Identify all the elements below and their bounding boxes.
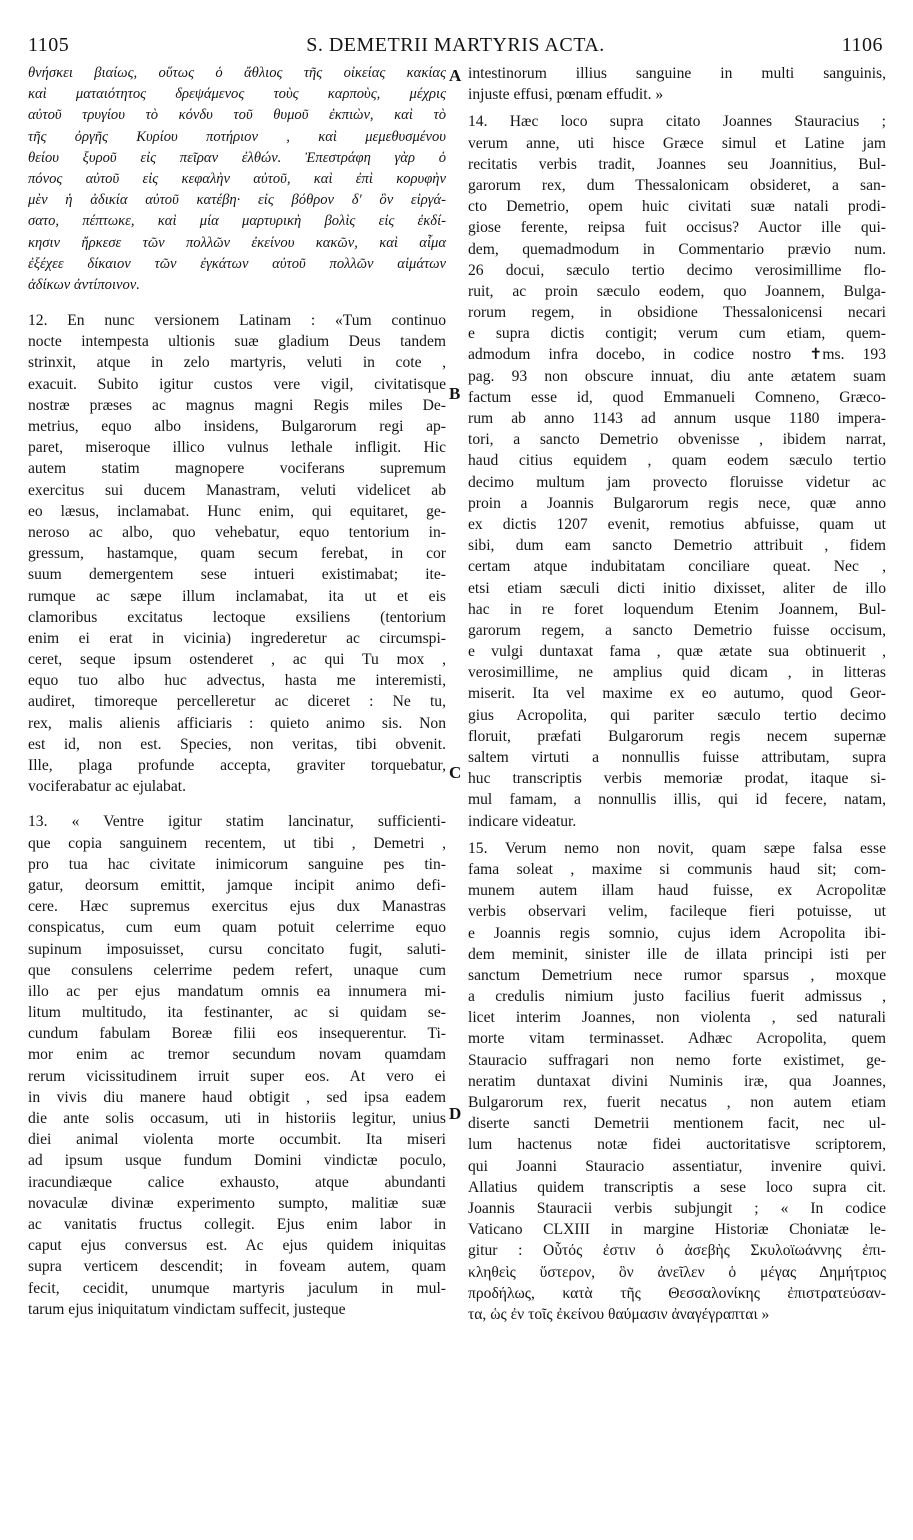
text-line: clamoribus excitatus lectoque exsiliens (tentorium (28, 608, 446, 626)
text-line: giose ferente, reipsa fuit occisus? Auctor ille qui- (468, 219, 886, 237)
text-line: equo tuo albo huc advectus, hasta me interemisti, (28, 672, 446, 690)
text-line: supinum imposuisset, cursu concitato fugit, saluti- (28, 940, 446, 958)
text-line: munem autem illam haud fuisse, ex Acropolitæ (468, 882, 886, 900)
text-line: eo læsus, inclamabat. Hunc enim, qui equitaret, ge- (28, 502, 446, 520)
text-line: strinxit, atque in zelo martyris, veluti in cote , (28, 354, 446, 372)
text-line: verosimillime, ne amplius quid dicam , in litteras (468, 664, 886, 682)
text-line: est id, non est. Species, non veritas, tibi obvenit. (28, 735, 446, 753)
margin-marker-d: D (449, 1104, 462, 1123)
text-line: ruit, ac proin sæculo eodem, quo Joannem, Bulga- (468, 282, 886, 300)
text-line: in vivis diu manere haud obtigit , sed ipsa eadem (28, 1088, 446, 1106)
left-column (28, 63, 446, 1320)
text-line: gitur : Οὗτός ἐστιν ὁ ἀσεβὴς Σκυλοϊωάννης ἐπι- (468, 1242, 886, 1260)
text-line: factum esse id, quod Emmanueli Comneno, Græco- (468, 388, 886, 406)
text-line: admodum infra docebo, in codice nostro ✝ms. 193 (468, 346, 886, 364)
right-column (468, 63, 886, 1325)
greek-passage (28, 63, 446, 296)
text-line: tori, a sancto Demetrio obvenisse , ibidem narrat, (468, 431, 886, 449)
page-number-left: 1105 (28, 34, 70, 56)
text-line: θείου ξυροῦ εἰς πεῖραν ἐλθών. Ἐπεστράφη γὰρ ὁ (28, 149, 446, 166)
text-line: certam atque indubitatam conciliare queat. Nec , (468, 558, 886, 576)
text-line: iracundiæque calice exhausto, atque abundanti (28, 1173, 446, 1191)
text-line: exacuit. Subito igitur custos vere vigil, civitatisque (28, 375, 446, 393)
text-line: qui Joanni Stauracio assentiatur, invenire quivi. (468, 1157, 886, 1175)
text-line: gatur, deorsum emittit, jamque incipit animo defi- (28, 876, 446, 894)
text-line: proin a Joannis Bulgarorum regis nece, quæ anno (468, 494, 886, 512)
text-line: que consulens celerrime pedem refert, unaque cum (28, 961, 446, 979)
text-line: recitatis verbis tradit, Joannes seu Joannitius, Bul- (468, 155, 886, 173)
paragraph-14 (468, 111, 886, 831)
text-line: garorum rex, dum Thessalonicam obsideret, a san- (468, 176, 886, 194)
text-line: rum ab anno 1143 ad annum usque 1180 impera- (468, 410, 886, 427)
text-line: 26 docui, sæculo tertio decimo verosimillime flo- (468, 261, 886, 279)
text-line: pro tua hac civitate inimicorum sanguine pes tin- (28, 855, 446, 873)
text-line: ad ipsum usque fundum Domini vindictæ poculo, (28, 1152, 446, 1170)
text-line: e vulgi duntaxat fama , quæ ætate sua obtinuerit , (468, 643, 886, 661)
text-line: verum anne, uti hisce Græce simul et Latine jam (468, 134, 886, 152)
text-line: mor enim ac tremor secundum novam quamdam (28, 1046, 446, 1064)
text-line: 15. Verum nemo non novit, quam sæpe falsa esse (468, 839, 886, 857)
text-line: e Joannis regis somnio, cujus idem Acropolita ibi- (468, 924, 886, 942)
text-line: huc transcriptis verbis memoriæ prodat, itaque si- (468, 770, 886, 788)
text-line: προδήλως, κατὰ τῆς Θεσσαλονίκης ἐπιστρατεύσαν- (468, 1284, 886, 1302)
text-line: floruit, præfati Bulgarorum regis necem supernæ (468, 727, 886, 745)
text-line: dem, quemadmodum in Commentario prævio num. (468, 240, 886, 258)
text-line: καὶ ματαιότητος δρεψάμενος τοὺς καρποὺς, μέχρις (28, 86, 446, 103)
text-line: gius Acropolita, qui pariter sæculo tertio decimo (468, 706, 886, 724)
text-line: Bulgarorum rex, fuerit necatus , non autem etiam (468, 1094, 886, 1111)
text-line: gressum, hastamque, quam secum ferebat, in cor (28, 545, 446, 563)
text-line: θνήσκει βιαίως, οὕτως ὁ ἄθλιος τῆς οἰκείας κακίας (28, 65, 446, 81)
text-line: cto Demetrio, opem huic civitati suæ natali prodi- (468, 198, 886, 216)
margin-marker-a: A (449, 66, 462, 85)
text-line: autem statim magnopere vociferans supremum (28, 460, 446, 478)
text-line: τα, ὡς ἐν τοῖς ἐκείνου θαύμασιν ἀναγέγραπται » (468, 1305, 770, 1323)
text-line: Stauracio suffragari non nemo forte existimet, ge- (468, 1051, 886, 1069)
text-line: πόνος αὐτοῦ εἰς κεφαλὴν αὐτοῦ, καὶ ἐπὶ κορυφὴν (28, 170, 446, 187)
text-line: 12. En nunc versionem Latinam : «Tum continuo (28, 312, 446, 330)
paragraph-15 (468, 838, 886, 1325)
text-line: αὐτοῦ τρυγίου τὸ κόνδυ τοῦ θυμοῦ ἐκπιὼν, καὶ τὸ (28, 107, 446, 124)
running-header (28, 34, 883, 60)
text-line: a credulis nimium justo facilius fuerit admissus , (468, 988, 886, 1006)
text-line: indicare videatur. (468, 812, 577, 830)
text-line: κησιν ἤρκεσε τῶν πολλῶν ἐκείνου κακῶν, καὶ αἷμα (28, 234, 446, 251)
text-line: litum multitudo, ita festinanter, ac si quidam se- (28, 1004, 446, 1022)
text-line: suum demergentem sese intueri existimabat; ite- (28, 566, 446, 584)
text-line: supra verticem descendit; in foveam autem, quam (28, 1258, 446, 1276)
text-line: fama soleat , maxime si communis haud sit; com- (468, 860, 886, 878)
text-line: Vaticano CLXIII in margine Historiæ Choniatæ le- (468, 1221, 886, 1239)
text-line: rex, malis alienis afficiaris : quieto animo sis. Non (28, 714, 446, 732)
text-line: 14. Hæc loco supra citato Joannes Stauracius ; (468, 113, 886, 131)
text-line: μὲν ἡ ἀδικία αὐτοῦ κατέβη· εἰς βόθρον δ' ὃν εἰργά- (28, 192, 446, 209)
text-line: Allatius quidem transcriptis a sese loco supra cit. (468, 1178, 886, 1196)
text-line: que copia sanguinem recentem, ut tibi , Demetri , (28, 834, 446, 852)
text-line: sanctum Demetrium nece rumor sparsus , moxque (468, 966, 886, 984)
text-line: ἐξέχεε δίκαιον τῶν ἐγκάτων αὐτοῦ πολλῶν αἱμάτων (28, 255, 446, 272)
text-line: conspicatus, cum eum quam potuit celerrime equo (28, 919, 446, 937)
text-line: pag. 93 non obscure innuat, diu ante ætatem suam (468, 367, 886, 385)
text-line: miserit. Ita vel maxime ex eo autumo, quod Geor- (468, 685, 886, 703)
text-line: audiret, timoreque percelleretur ac diceret : Ne tu, (28, 693, 446, 711)
text-line: rumque ac sæpe illum inclamabat, ita ut et eis (28, 587, 446, 605)
paragraph-13 (28, 811, 446, 1320)
text-line: diei animal violenta morte occumbit. Ita miseri (28, 1131, 446, 1149)
text-line: hac in re foret loquendum Etenim Joannem, Bul- (468, 600, 886, 618)
text-line: exercitus sui ducem Manastram, veluti videlicet ab (28, 481, 446, 499)
text-line: licet interim Joannes, non violenta , sed naturali (468, 1009, 886, 1027)
text-line: Ille, plaga profunde accepta, graviter torquebatur, (28, 757, 446, 774)
text-line: diserte sancti Demetrii mentionem facit, nec ul- (468, 1115, 886, 1133)
text-line: morte vitam terminasset. Adhæc Acropolita, quem (468, 1030, 886, 1048)
text-line: verbis observari velim, facileque fieri potuisse, ut (468, 903, 886, 921)
text-line: e supra dictis contigit; verum cum etiam, quem- (468, 325, 886, 343)
text-line: lum hactenus notæ fidei auctoritatisve scriptorem, (468, 1136, 886, 1154)
margin-marker-c: C (449, 763, 462, 782)
text-line: metrius, equo albo insidens, Bulgarorum regi ap- (28, 418, 446, 435)
text-line: etsi etiam sæculi dicti initio dixisset, aliter de illo (468, 579, 886, 597)
text-line: paret, miseroque illico vulnus lethale infligit. Hic (28, 439, 446, 457)
text-line: τῆς ὀργῆς Κυρίου ποτήριον , καὶ μεμεθυσμένου (28, 128, 446, 145)
text-line: cundum fabulam Boreæ filii eos insequerentur. Ti- (28, 1025, 446, 1043)
intro-continuation (468, 63, 886, 105)
text-line: rorum regem, in obsidione Thessalonicensi necari (468, 304, 886, 322)
text-line: tarum ejus iniquitatum vindictam suffecit, justeque (28, 1300, 346, 1318)
text-line: neroso ac albo, quo vehebatur, equo tentorium in- (28, 523, 446, 541)
text-line: injuste effusi, pœnam effudit. » (468, 86, 664, 104)
text-line: ἀδίκων ἀντίποινον. (28, 276, 140, 293)
text-line: mul famam, a nonnullis illis, qui id fecere, natam, (468, 791, 886, 809)
text-line: saltem virtuti a nonnullis fuisse attributam, supra (468, 749, 886, 766)
text-line: enim ei erat in vicinia) ingrederetur ac circumspi- (28, 629, 446, 647)
text-line: ex dictis 1207 evenit, remotius abfuisse, quam ut (468, 515, 886, 533)
text-line: 13. « Ventre igitur statim lancinatur, sufficienti- (28, 813, 446, 831)
margin-marker-b: B (449, 384, 461, 403)
text-line: rerum vicissitudinem irruit super eos. At vero ei (28, 1067, 446, 1085)
text-line: haud citius equidem , quam eodem sæculo tertio (468, 452, 886, 470)
text-line: cere. Hæc supremus exercitus ejus dux Manastras (28, 898, 446, 916)
text-line: neratim duntaxat divini Numinis iræ, qua Joannes, (468, 1072, 886, 1090)
text-line: Joannis Stauracii verbis subjungit ; « In codice (468, 1199, 886, 1217)
paragraph-12 (28, 310, 446, 797)
text-line: σατο, πέπτωκε, καὶ μία μαρτυρικὴ βολὶς εἰς ἐκδί- (28, 213, 446, 230)
text-line: κληθεὶς ὕστερον, ὃν ἀνεῖλεν ὁ μέγας Δημήτριος (468, 1263, 886, 1281)
page-number-right: 1106 (841, 34, 883, 56)
text-line: novaculæ divinæ experimento sumpto, malitiæ suæ (28, 1194, 446, 1212)
text-line: ac vanitatis fructus collegit. Ejus enim labor in (28, 1215, 446, 1233)
text-line: illo ac per ejus mandatum omnis ea innumera mi- (28, 982, 446, 1000)
text-line: decimo multum jam provecto floruisse videtur ac (468, 473, 886, 491)
text-line: nocte intempesta ultionis suæ gladium Deus tandem (28, 333, 446, 351)
text-line: caput ejus conversus est. Ac ejus quidem iniquitas (28, 1237, 446, 1255)
running-title: S. DEMETRII MARTYRIS ACTA. (306, 34, 605, 56)
text-line: sibi, dum eam sancto Demetrio attribuit , fidem (468, 537, 886, 555)
text-line: nostræ præses ac magnus magni Regis miles De- (28, 396, 446, 414)
text-line: ceret, seque ipsum ostenderet , ac qui Tu mox , (28, 651, 446, 669)
text-line: vociferabatur ac ejulabat. (28, 778, 187, 796)
text-line: fecit, cecidit, unumque martyris jaculum in mul- (28, 1279, 446, 1297)
text-line: dem meminit, sinister ille de illata principi isti per (468, 945, 886, 963)
text-line: intestinorum illius sanguine in multi sanguinis, (468, 65, 886, 82)
text-line: garorum regem, a sancto Demetrio fuisse occisum, (468, 621, 886, 639)
text-line: die ante solis occasum, uti in historiis legitur, unius (28, 1110, 446, 1127)
